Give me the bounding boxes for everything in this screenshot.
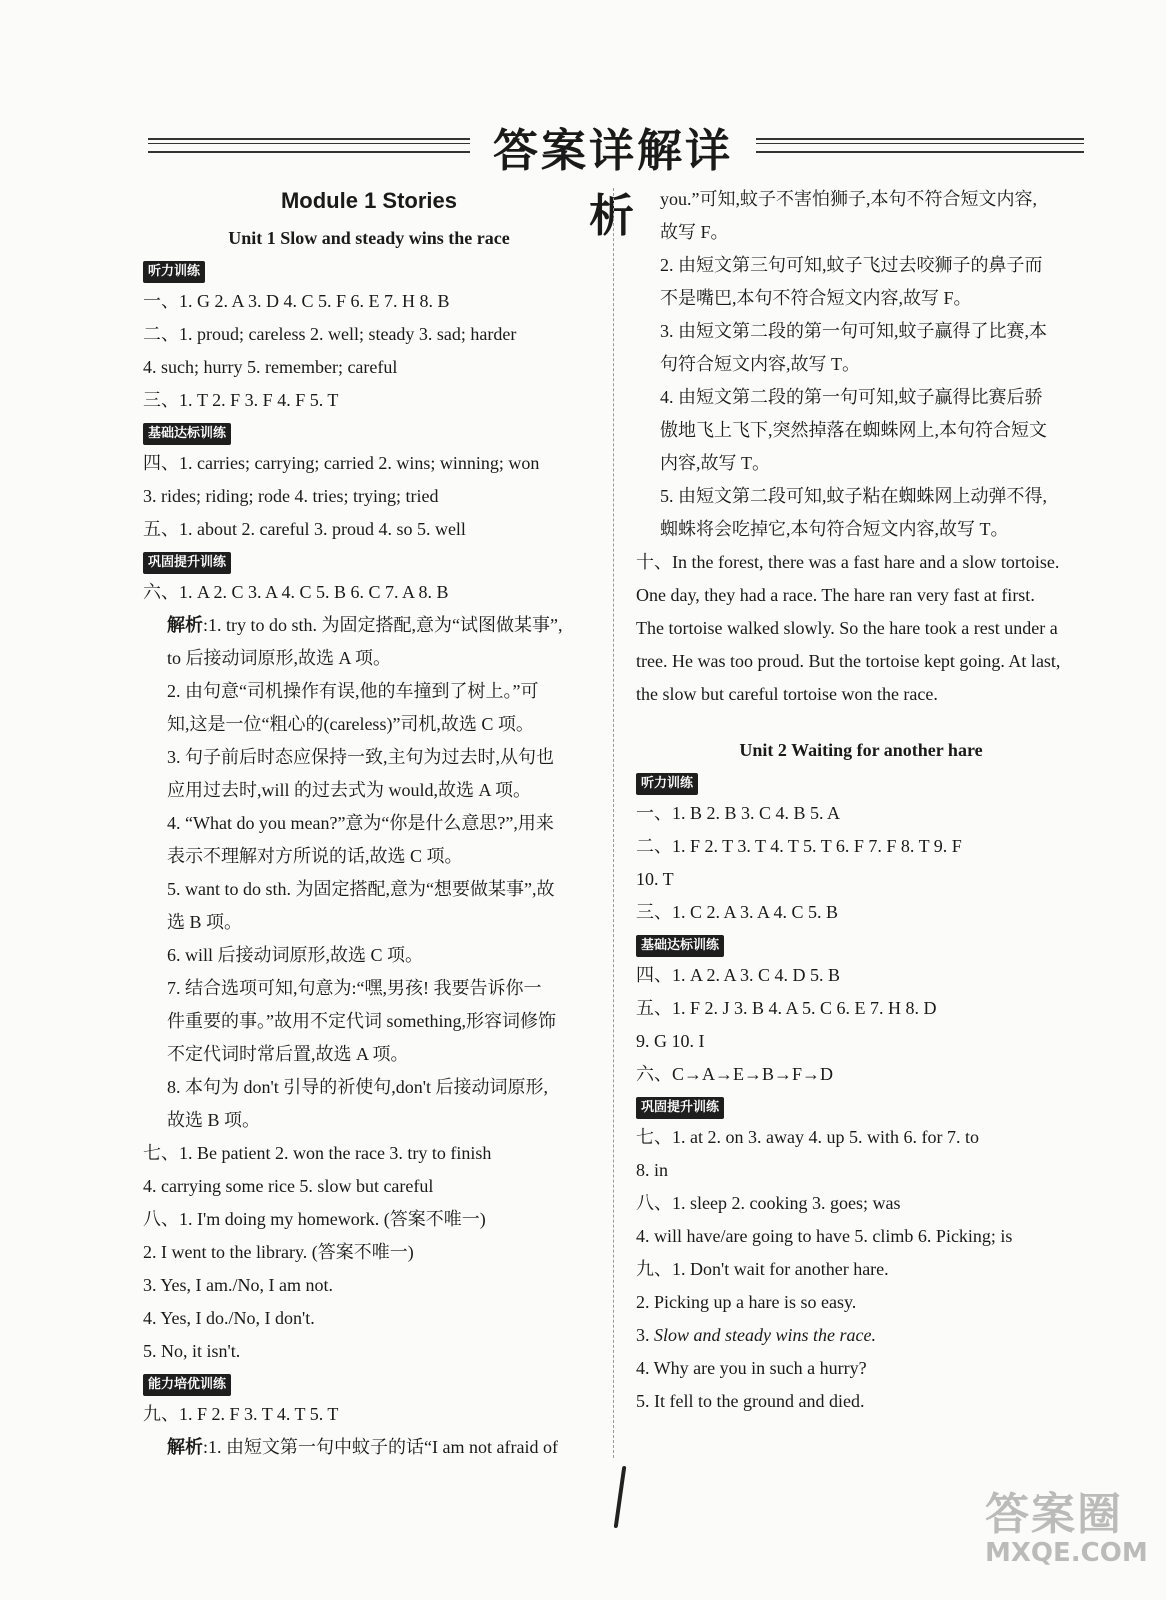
- explanation-line: 7. 结合选项可知,句意为:“嘿,男孩! 我要告诉你一: [167, 978, 542, 998]
- explanation-line: 4. “What do you mean?”意为“你是什么意思?”,用来: [167, 813, 554, 833]
- section-tag: 听力训练: [143, 261, 205, 283]
- answer-line: 4. such; hurry 5. remember; careful: [143, 357, 398, 377]
- explanation-line: 选 B 项。: [167, 912, 243, 932]
- answer-line: 5. No, it isn't.: [143, 1341, 241, 1361]
- explanation-line: 不是嘴巴,本句不符合短文内容,故写 F。: [660, 288, 972, 308]
- watermark-text: 答案圈: [985, 1489, 1123, 1540]
- unit-title: Unit 1 Slow and steady wins the race: [228, 228, 510, 248]
- explanation-line: 5. want to do sth. 为固定搭配,意为“想要做某事”,故: [167, 879, 555, 899]
- answer-line: 六、1. A 2. C 3. A 4. C 5. B 6. C 7. A 8. B: [143, 582, 449, 602]
- answer-line: 七、1. Be patient 2. won the race 3. try to finish: [143, 1143, 492, 1163]
- answer-line: 八、1. sleep 2. cooking 3. goes; was: [636, 1193, 901, 1213]
- watermark-logo: [985, 1478, 1148, 1588]
- explanation-line: 3. 由短文第二段的第一句可知,蚊子赢得了比赛,本: [660, 321, 1047, 341]
- italic-answer: Slow and steady wins the race.: [654, 1325, 876, 1345]
- answer-line: 九、1. Don't wait for another hare.: [636, 1259, 889, 1279]
- header-rule-right: [756, 138, 1084, 153]
- module-title: Module 1 Stories: [280, 188, 458, 213]
- answer-line: 4. Yes, I do./No, I don't.: [143, 1308, 315, 1328]
- answer-line: 一、1. B 2. B 3. C 4. B 5. A: [636, 803, 841, 823]
- answer-line: 三、1. C 2. A 3. A 4. C 5. B: [636, 902, 839, 922]
- explanation-line: 8. 本句为 don't 引导的祈使句,don't 后接动词原形,: [167, 1077, 548, 1097]
- section-tag: 基础达标训练: [636, 935, 724, 957]
- answer-line: 8. in: [636, 1160, 669, 1180]
- answer-line: 4. carrying some rice 5. slow but careful: [143, 1176, 434, 1196]
- answer-line: The tortoise walked slowly. So the hare took a rest under a: [636, 618, 1058, 638]
- explanation-line: 应用过去时,will 的过去式为 would,故选 A 项。: [167, 780, 532, 800]
- explanation-line: to 后接动词原形,故选 A 项。: [167, 648, 392, 668]
- explanation-line: 故写 F。: [660, 222, 729, 242]
- explanation-line: 知,这是一位“粗心的(careless)”司机,故选 C 项。: [167, 714, 534, 734]
- watermark-url: MXQE.COM: [985, 1538, 1148, 1568]
- answer-line: One day, they had a race. The hare ran very fast at first.: [636, 585, 1035, 605]
- answer-line: 三、1. T 2. F 3. F 4. F 5. T: [143, 390, 339, 410]
- explanation-line: 件重要的事。”故用不定代词 something,形容词修饰: [167, 1011, 556, 1031]
- section-tag: 基础达标训练: [143, 423, 231, 445]
- column-divider: [613, 188, 614, 1458]
- explanation-line: 蜘蛛将会吃掉它,本句符合短文内容,故写 T。: [660, 519, 1009, 539]
- answer-line: 2. I went to the library. (答案不唯一): [143, 1242, 414, 1262]
- right-column: [636, 183, 1086, 1418]
- section-tag: 能力培优训练: [143, 1374, 231, 1396]
- explanation-label: 解析: [167, 615, 203, 635]
- answer-line: 八、1. I'm doing my homework. (答案不唯一): [143, 1209, 486, 1229]
- answer-line: 四、1. A 2. A 3. C 4. D 5. B: [636, 965, 841, 985]
- answer-line: 2. Picking up a hare is so easy.: [636, 1292, 857, 1312]
- explanation-line: 不定代词时常后置,故选 A 项。: [167, 1044, 409, 1064]
- left-column: [143, 183, 595, 1464]
- answer-line: tree. He was too proud. But the tortoise kept going. At last,: [636, 651, 1061, 671]
- answer-line: 十、In the forest, there was a fast hare and a slow tortoise.: [636, 552, 1060, 572]
- explanation-line: 解析:1. try to do sth. 为固定搭配,意为“试图做某事”,: [167, 615, 563, 635]
- answer-line: 5. It fell to the ground and died.: [636, 1391, 865, 1411]
- answer-line: 四、1. carries; carrying; carried 2. wins; winning; won: [143, 453, 540, 473]
- explanation-line: 傲地飞上飞下,突然掉落在蜘蛛网上,本句符合短文: [660, 420, 1047, 440]
- explanation-line: 2. 由句意“司机操作有误,他的车撞到了树上。”可: [167, 681, 539, 701]
- answer-line: 二、1. proud; careless 2. well; steady 3. sad; harder: [143, 324, 517, 344]
- explanation-line: 4. 由短文第二段的第一句可知,蚊子赢得比赛后骄: [660, 387, 1043, 407]
- answer-line: 五、1. about 2. careful 3. proud 4. so 5. well: [143, 519, 466, 539]
- section-tag: 听力训练: [636, 773, 698, 795]
- explanation-line: 故选 B 项。: [167, 1110, 261, 1130]
- page-title: 答案详解详析: [492, 124, 733, 242]
- explanation-label: 解析: [167, 1437, 203, 1457]
- section-tag: 巩固提升训练: [143, 552, 231, 574]
- answer-line: 七、1. at 2. on 3. away 4. up 5. with 6. for 7. to: [636, 1127, 979, 1147]
- answer-line: 六、C→A→E→B→F→D: [636, 1064, 834, 1084]
- page-number-mark: [614, 1466, 627, 1528]
- answer-line: 一、1. G 2. A 3. D 4. C 5. F 6. E 7. H 8. B: [143, 291, 450, 311]
- answer-line: 二、1. F 2. T 3. T 4. T 5. T 6. F 7. F 8. T 9. F: [636, 836, 962, 856]
- answer-line: 九、1. F 2. F 3. T 4. T 5. T: [143, 1404, 339, 1424]
- explanation-line: 5. 由短文第二段可知,蚊子粘在蜘蛛网上动弹不得,: [660, 486, 1047, 506]
- unit-title: Unit 2 Waiting for another hare: [739, 740, 983, 760]
- explanation-line: 6. will 后接动词原形,故选 C 项。: [167, 945, 424, 965]
- explanation-line: 句符合短文内容,故写 T。: [660, 354, 860, 374]
- answer-line: 五、1. F 2. J 3. B 4. A 5. C 6. E 7. H 8. D: [636, 998, 937, 1018]
- explanation-line: 内容,故写 T。: [660, 453, 770, 473]
- answer-line: 4. Why are you in such a hurry?: [636, 1358, 867, 1378]
- answer-line: the slow but careful tortoise won the race.: [636, 684, 938, 704]
- answer-line: 10. T: [636, 869, 674, 889]
- explanation-line: you.”可知,蚊子不害怕狮子,本句不符合短文内容,: [660, 189, 1037, 209]
- explanation-line: 3. 句子前后时态应保持一致,主句为过去时,从句也: [167, 747, 554, 767]
- answer-line: 3. rides; riding; rode 4. tries; trying; tried: [143, 486, 439, 506]
- explanation-line: 2. 由短文第三句可知,蚊子飞过去咬狮子的鼻子而: [660, 255, 1043, 275]
- section-tag: 巩固提升训练: [636, 1097, 724, 1119]
- explanation-line: 解析:1. 由短文第一句中蚊子的话“I am not afraid of: [167, 1437, 558, 1457]
- explanation-line: 表示不理解对方所说的话,故选 C 项。: [167, 846, 463, 866]
- header-rule-left: [148, 138, 470, 153]
- answer-line: 9. G 10. I: [636, 1031, 705, 1051]
- answer-line: 4. will have/are going to have 5. climb 6. Picking; is: [636, 1226, 1013, 1246]
- answer-line: 3. Yes, I am./No, I am not.: [143, 1275, 333, 1295]
- answer-line: 3. Slow and steady wins the race.: [636, 1325, 876, 1345]
